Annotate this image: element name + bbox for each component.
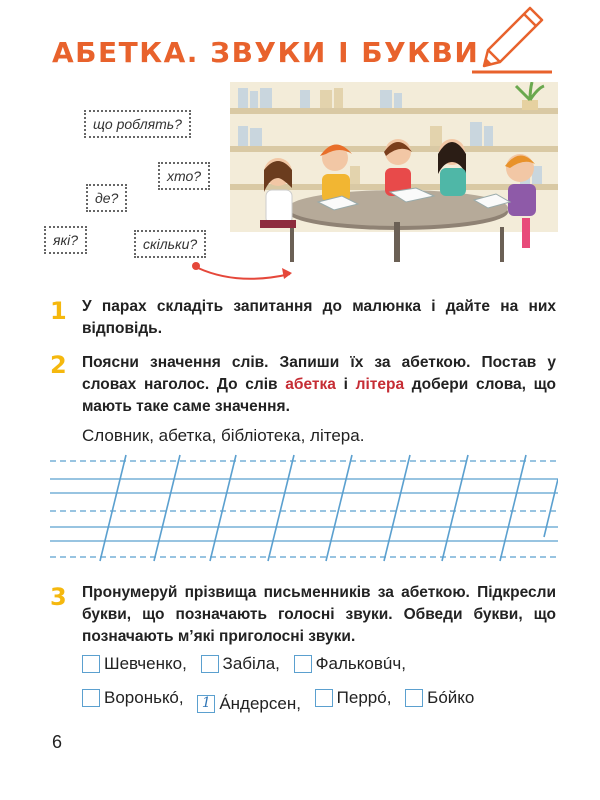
task-2-text-before: Поясни значення слів. Запиши їх за абеткою. Постав у словах наголос. До слів xyxy=(82,354,556,393)
name-text: Фальковúч, xyxy=(315,654,406,673)
name-item[interactable] xyxy=(201,654,280,674)
children-reading-illustration xyxy=(230,82,558,278)
name-item[interactable] xyxy=(294,654,406,674)
word-list: Словник, абетка, бібліотека, літера. xyxy=(82,426,365,445)
task-1-text: У парах складіть запитання до малюнка і дайте на них відповідь. xyxy=(82,298,556,337)
number-box[interactable] xyxy=(201,655,219,673)
task-number-2: 2 xyxy=(50,351,67,379)
highlight-word-abetka: абетка xyxy=(285,376,336,393)
names-row-2 xyxy=(82,688,483,714)
names-row-1 xyxy=(82,654,415,678)
task-2-conj: і xyxy=(335,376,356,393)
name-item[interactable] xyxy=(197,694,301,714)
pencil-icon xyxy=(468,0,554,74)
task-number-3: 3 xyxy=(50,583,67,611)
name-text: А́ндерсен, xyxy=(219,694,301,713)
number-box[interactable] xyxy=(294,655,312,673)
name-text: Бóйко xyxy=(427,688,475,707)
task-2-text xyxy=(82,352,556,418)
name-item[interactable] xyxy=(405,688,474,708)
number-box[interactable] xyxy=(315,689,333,707)
number-box[interactable]: 1 xyxy=(197,695,215,713)
number-box[interactable] xyxy=(405,689,423,707)
task-3-text: Пронумеруй прізвища письменників за абеткою. Підкресли букви, що позначають голосні звуки. Обведи букви, що позначають м’які приголосні звуки. xyxy=(82,584,556,645)
name-text: Шевченко, xyxy=(104,654,187,673)
page-number: 6 xyxy=(52,732,63,752)
question-where: де? xyxy=(86,184,127,212)
number-box[interactable] xyxy=(82,689,100,707)
number-box[interactable] xyxy=(82,655,100,673)
question-what-doing: що роблять? xyxy=(84,110,191,138)
name-text: Забіла, xyxy=(222,654,280,673)
highlight-word-litera: літера xyxy=(355,376,405,393)
name-text: Перрó, xyxy=(336,688,392,707)
name-text: Воронькó, xyxy=(104,688,184,707)
name-item[interactable] xyxy=(315,688,392,708)
page-title: АБЕТКА. ЗВУКИ І БУКВИ xyxy=(52,36,480,69)
question-who: хто? xyxy=(158,162,210,190)
name-item[interactable] xyxy=(82,654,187,674)
writing-lines[interactable] xyxy=(50,453,558,565)
question-which: які? xyxy=(44,226,87,254)
arrow-icon xyxy=(188,252,298,286)
name-item[interactable] xyxy=(82,688,184,708)
task-number-1: 1 xyxy=(50,297,67,325)
question-how-many: скільки? xyxy=(134,230,206,258)
task-2-text-after: добери слова, що мають таке саме значення. xyxy=(82,376,557,415)
